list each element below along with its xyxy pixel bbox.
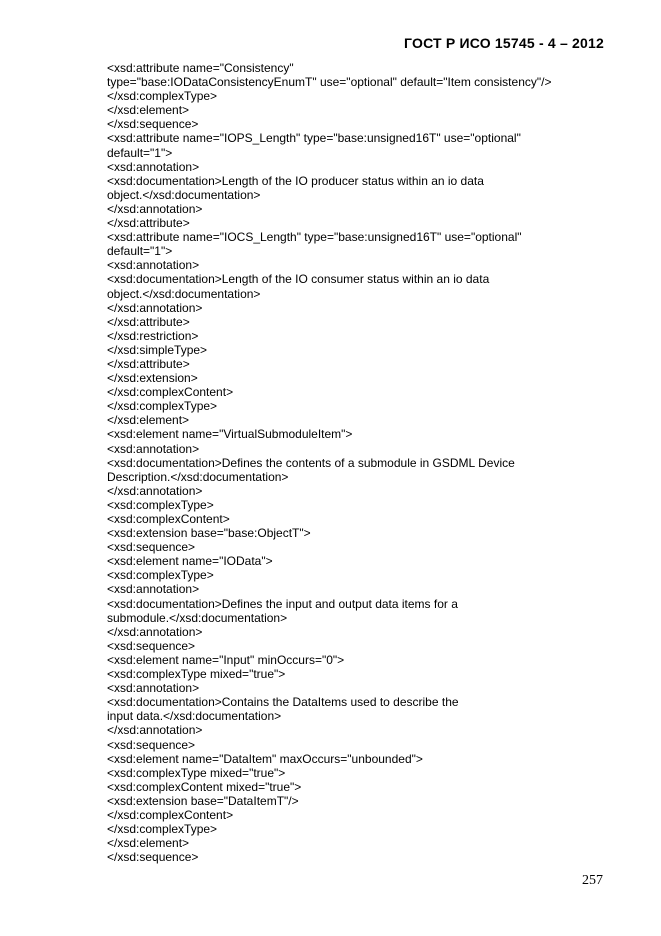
code-line: </xsd:complexType> [107, 822, 218, 837]
code-line: <xsd:annotation> [107, 582, 200, 597]
xsd-code-listing [107, 61, 607, 864]
code-line: <xsd:annotation> [107, 441, 200, 456]
code-line: </xsd:element> [107, 103, 190, 118]
code-line: </xsd:complexContent> [107, 807, 234, 822]
code-line: <xsd:extension base="DataItemT"/> [107, 793, 299, 808]
code-line: </xsd:attribute> [107, 216, 190, 231]
code-line: <xsd:sequence> [107, 638, 196, 653]
code-line: object.</xsd:documentation> [107, 286, 261, 301]
code-line: <xsd:element name="Input" minOccurs="0"> [107, 652, 345, 667]
code-line: </xsd:annotation> [107, 483, 203, 498]
code-line: input data.</xsd:documentation> [107, 709, 282, 724]
code-line: </xsd:attribute> [107, 314, 190, 329]
code-line: <xsd:annotation> [107, 681, 200, 696]
code-line: </xsd:sequence> [107, 117, 199, 132]
code-line: <xsd:complexContent> [107, 512, 230, 526]
code-line: default="1"> [107, 244, 173, 259]
code-line: submodule.</xsd:documentation> [107, 610, 288, 625]
code-line: </xsd:restriction> [107, 328, 199, 343]
code-line: <xsd:complexType mixed="true"> [107, 765, 286, 780]
code-line: <xsd:sequence> [107, 540, 196, 555]
code-line: <xsd:attribute name="Consistency" [107, 61, 294, 75]
code-line: <xsd:documentation>Contains the DataItems used to describe the [107, 695, 459, 710]
code-line: </xsd:complexType> [107, 399, 218, 414]
code-line: </xsd:simpleType> [107, 342, 208, 357]
code-line: <xsd:annotation> [107, 258, 200, 273]
code-line: <xsd:complexContent mixed="true"> [107, 779, 302, 794]
code-line: </xsd:attribute> [107, 356, 190, 371]
code-line: type="base:IODataConsistencyEnumT" use="optional" default="Item consistency"/> [107, 75, 552, 90]
code-line: </xsd:extension> [107, 371, 198, 386]
code-line: <xsd:complexType mixed="true"> [107, 667, 286, 682]
code-line: <xsd:element name="VirtualSubmoduleItem"> [107, 427, 353, 442]
code-line: <xsd:complexType> [107, 497, 214, 512]
code-line: <xsd:sequence> [107, 737, 196, 752]
code-line: </xsd:complexContent> [107, 385, 234, 400]
code-line: <xsd:documentation>Length of the IO consumer status within an io data [107, 272, 490, 287]
code-line: <xsd:element name="DataItem" maxOccurs="unbounded"> [107, 751, 423, 766]
code-line: <xsd:annotation> [107, 159, 200, 174]
code-line: <xsd:attribute name="IOCS_Length" type="base:unsigned16T" use="optional" [107, 230, 522, 245]
code-line: </xsd:annotation> [107, 201, 203, 216]
code-line: </xsd:annotation> [107, 624, 203, 639]
code-line: <xsd:documentation>Length of the IO producer status within an io data [107, 173, 484, 188]
code-line: </xsd:element> [107, 413, 190, 428]
code-line: <xsd:attribute name="IOPS_Length" type="base:unsigned16T" use="optional" [107, 131, 521, 146]
code-line: </xsd:sequence> [107, 850, 199, 865]
code-line: </xsd:complexType> [107, 89, 218, 104]
code-line: default="1"> [107, 145, 173, 160]
code-line: <xsd:documentation>Defines the input and output data items for a [107, 596, 458, 611]
page-number: 257 [582, 873, 603, 888]
code-line: <xsd:documentation>Defines the contents of a submodule in GSDML Device [107, 455, 515, 470]
standard-header: ГОСТ Р ИСО 15745 - 4 – 2012 [404, 35, 604, 51]
code-line: Description.</xsd:documentation> [107, 469, 289, 484]
code-line: <xsd:extension base="base:ObjectT"> [107, 526, 311, 541]
code-line: object.</xsd:documentation> [107, 187, 261, 202]
code-line: </xsd:annotation> [107, 300, 203, 315]
code-line: </xsd:element> [107, 836, 190, 851]
code-line: </xsd:annotation> [107, 723, 203, 738]
code-line: <xsd:element name="IOData"> [107, 554, 273, 569]
code-line: <xsd:complexType> [107, 568, 214, 583]
